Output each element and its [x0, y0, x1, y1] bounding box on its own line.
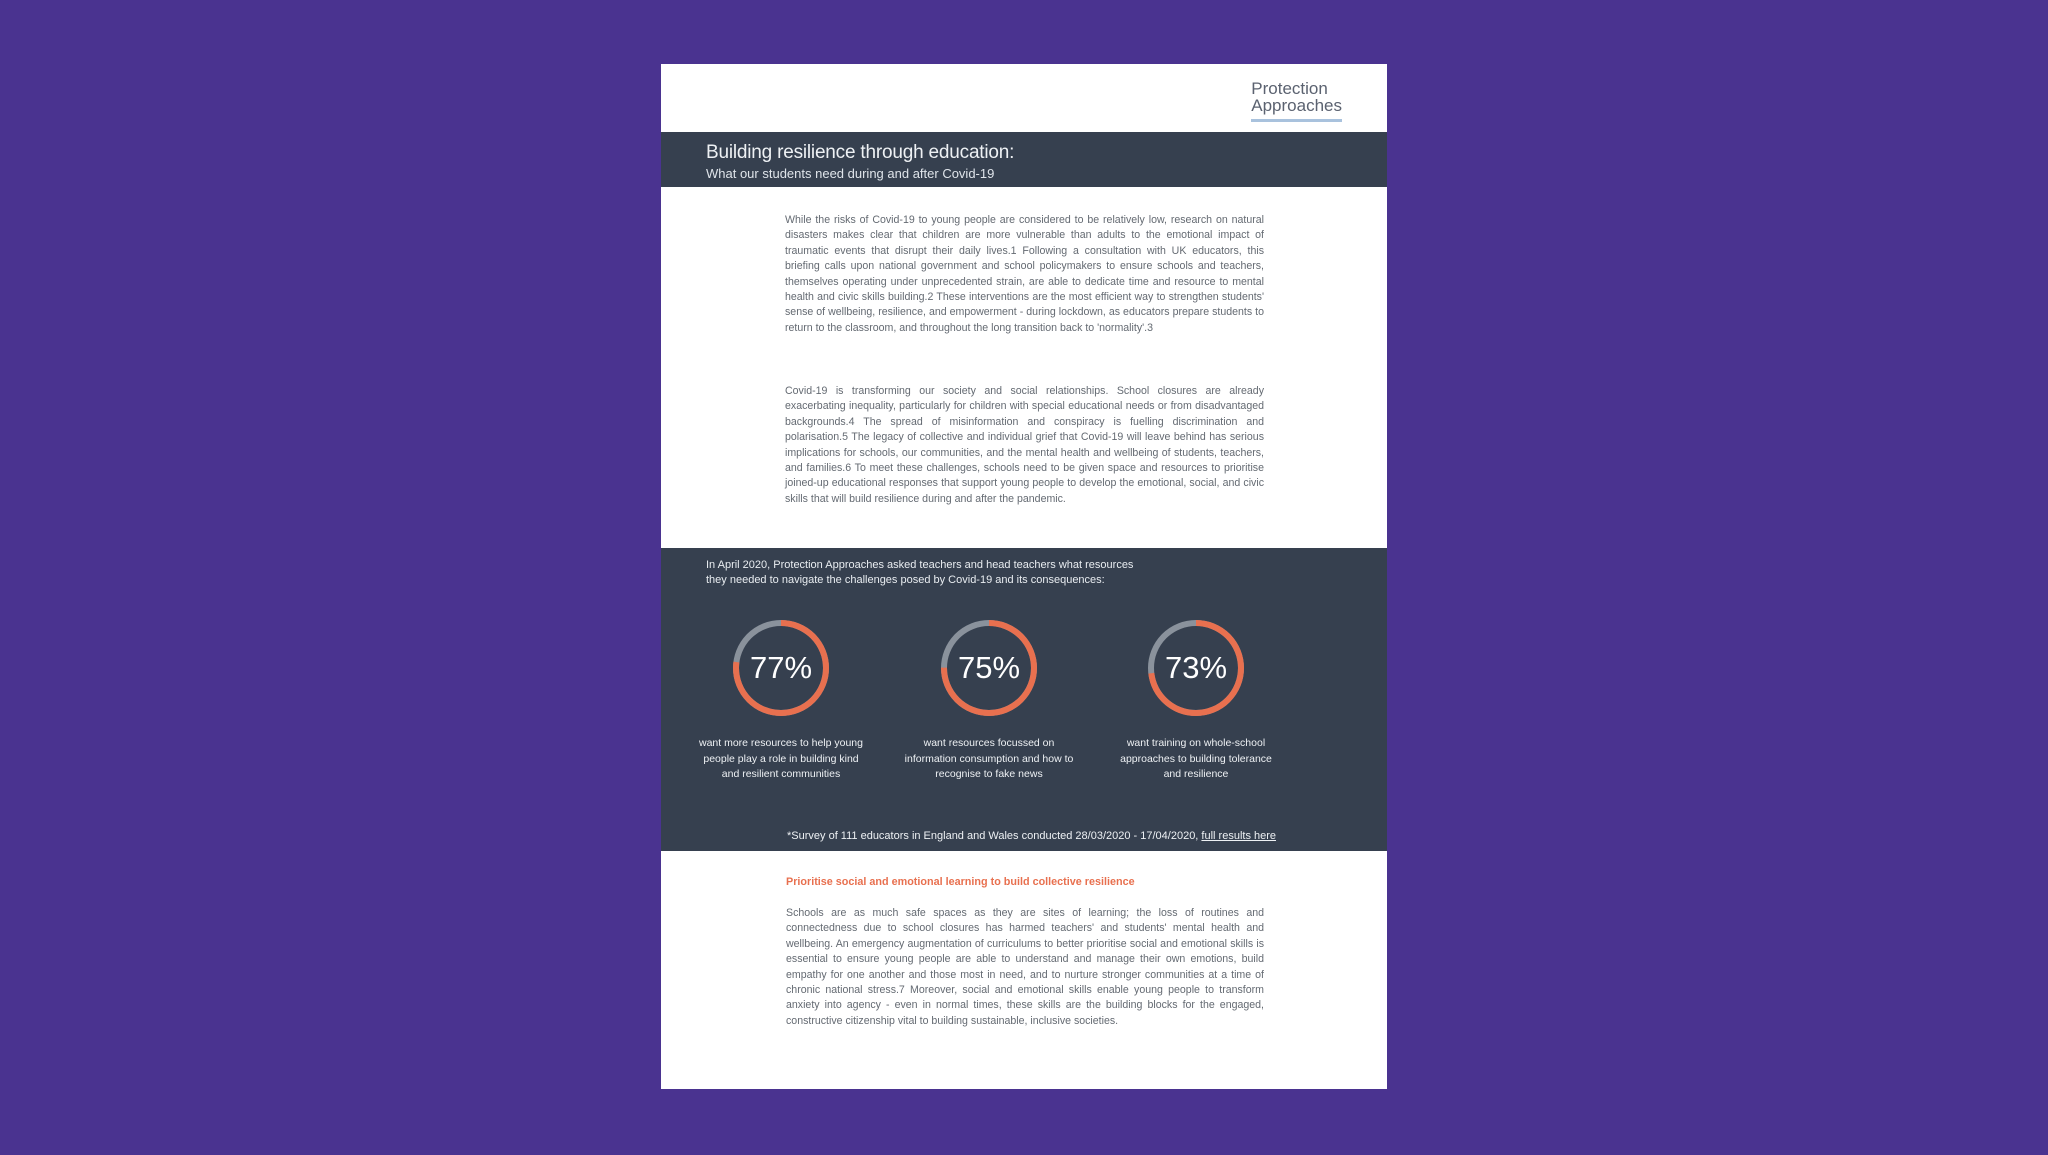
stat-percent: 77% [749, 650, 813, 685]
survey-footnote [787, 830, 1276, 842]
survey-stats-band [661, 548, 1387, 851]
document-title: Building resilience through education: [706, 142, 1015, 163]
section-paragraph: Schools are as much safe spaces as they are sites of learning; the loss of routines and connectedness due to school closures has harmed teachers' and students' mental health and wellbeing. An emergency augmentation of curriculums to better prioritise social and emotional skills is essential to ensure young people are able to understand and manage their own emotions, build empathy for one another and those most in need, and to nurture stronger communities at a time of chronic national stress.7 Moreover, social and emotional skills enable young people to transform anxiety into agency - even in normal times, these skills are the building blocks for the engaged, constructive citizenship vital to building sustainable, inclusive societies. [786, 907, 1264, 1027]
stat-caption: want more resources to help young people play a role in building kind and resilient communities [698, 737, 863, 781]
stat-item [904, 618, 1074, 818]
document-page [661, 64, 1387, 1089]
stat-item [1111, 618, 1281, 818]
stat-percent: 73% [1164, 650, 1228, 685]
stat-item [696, 618, 866, 818]
logo-line-2: Approaches [1251, 96, 1342, 115]
section-heading: Prioritise social and emotional learning to build collective resilience [786, 876, 1135, 888]
protection-approaches-logo [1251, 80, 1342, 122]
full-results-link[interactable]: full results here [1201, 830, 1277, 842]
logo-line-1: Protection [1251, 79, 1328, 98]
stats-intro-text: In April 2020, Protection Approaches asked teachers and head teachers what resources they needed to navigate the challenges posed by Covid-19 and its consequences: [706, 559, 1134, 586]
survey-note-text: *Survey of 111 educators in England and Wales conducted 28/03/2020 - 17/04/2020, [787, 830, 1202, 842]
intro-paragraph-1: While the risks of Covid-19 to young people are considered to be relatively low, research on natural disasters makes clear that children are more vulnerable than adults to the emotional impact of traumatic events that disrupt their daily lives.1 Following a consultation with UK educators, this briefing calls upon national government and school policymakers to ensure schools and teachers, themselves operating under unprecedented strain, are able to dedicate time and resource to mental health and civic skills building.2 These interventions are the most efficient way to strengthen students' sense of wellbeing, resilience, and empowerment - during lockdown, as educators prepare students to return to the classroom, and throughout the long transition back to 'normality'.3 [785, 214, 1264, 334]
intro-paragraph-2: Covid-19 is transforming our society and social relationships. School closures are already exacerbating inequality, particularly for children with special educational needs or from disadvantaged backgrounds.4 The spread of misinformation and conspiracy is fuelling discrimination and polarisation.5 The legacy of collective and individual grief that Covid-19 will leave behind has serious implications for schools, our communities, and the mental health and wellbeing of students, teachers, and families.6 To meet these challenges, schools need to be given space and resources to prioritise joined-up educational responses that support young people to develop the emotional, social, and civic skills that will build resilience during and after the pandemic. [785, 385, 1264, 505]
stat-caption: want resources focussed on information consumption and how to recognise to fake news [904, 737, 1074, 781]
stat-percent: 75% [957, 650, 1021, 685]
document-subtitle: What our students need during and after Covid-19 [706, 166, 995, 181]
stat-caption: want training on whole-school approaches to building tolerance and resilience [1120, 737, 1272, 781]
title-band [661, 132, 1387, 187]
